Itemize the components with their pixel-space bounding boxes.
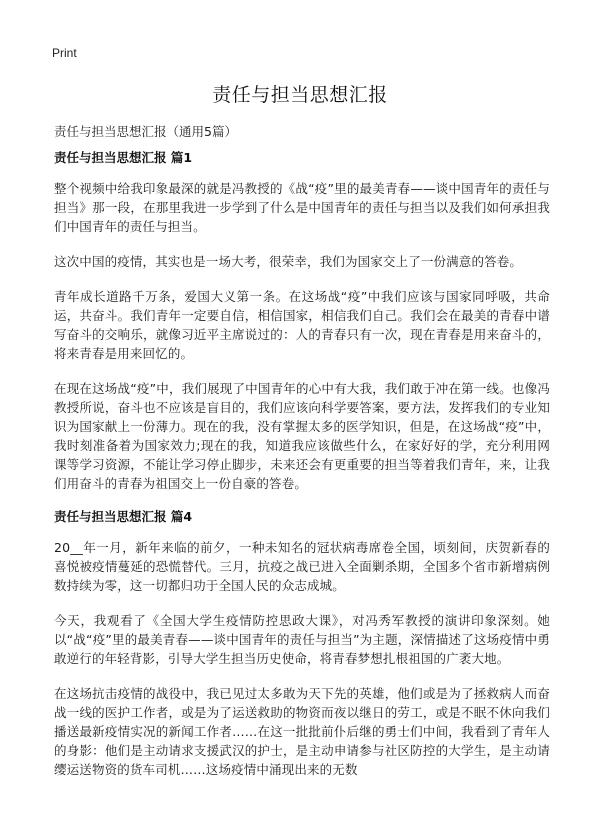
paragraph: 在这场抗击疫情的战役中，我已见过太多敢为天下先的英雄，他们或是为了拯救病人而奋战一线的医护工作者，或是为了运送救助的物资而夜以继日的劳工，或是不眠不休向我们播送最新疫情实况的新闻工作者……在这一批批前仆后继的勇士们中间，我看到了青年人的身影：他们是主动请求支援武汉的护士，是主动申请参与社区防控的大学生，是主动请缨运送物资的货车司机……这场疫情中涌现出来的无数 xyxy=(54,686,550,777)
paragraph: 今天，我观看了《全国大学生疫情防控思政大课》，对冯秀军教授的演讲印象深刻。她以“战“疫”里的最美青春——谈中国青年的责任与担当”为主题，深情描述了这场疫情中勇敢逆行的年轻背影，引导大学生担当历史使命，将青春梦想扎根祖国的广袤大地。 xyxy=(54,613,550,666)
section-4 xyxy=(54,509,550,779)
paragraph: 青年成长道路千万条，爱国大义第一条。在这场战“疫”中我们应该与国家同呼吸，共命运，共奋斗。我们青年一定要自信，相信国家，相信我们自己。我们会在最美的青春中谱写奋斗的交响乐，就像习近平主席说过的：人的青春只有一次，现在青春是用来奋斗的，将来青春是用来回忆的。 xyxy=(54,289,550,361)
section-1 xyxy=(54,150,550,493)
print-label[interactable]: Print xyxy=(52,46,77,60)
paragraph: 20__年一月，新年来临的前夕，一种未知名的冠状病毒席卷全国，顷刻间，庆贺新春的喜悦被疫情蔓延的恐慌替代。三月，抗疫之战已进入全面剿杀期，全国多个省市新增病例数持续为零，这一切都归功于全国人民的众志成城。 xyxy=(54,540,550,593)
document-body xyxy=(54,150,550,795)
section-heading: 责任与担当思想汇报 篇1 xyxy=(54,150,193,165)
page-title: 责任与担当思想汇报 xyxy=(212,84,388,106)
paragraph: 在现在这场战“疫”中，我们展现了中国青年的心中有大我，我们敢于冲在第一线。也像冯教授所说，奋斗也不应该是盲目的，我们应该向科学要答案，要方法，发挥我们的专业知识为国家献上一份薄力。现在的我，没有掌握太多的医学知识，但是，在这场战“疫”中，我时刻准备着为国家效力;现在的我，知道我应该做些什么，在家好好的学，充分利用网课等学习资源，不能让学习停止脚步，未来还会有更重要的担当等着我们青年，来，让我们用奋斗的青春为祖国交上一份自豪的答卷。 xyxy=(54,381,550,491)
document-subtitle: 责任与担当思想汇报（通用5篇） xyxy=(54,124,237,139)
paragraph: 这次中国的疫情，其实也是一场大考，很荣幸，我们为国家交上了一份满意的答卷。 xyxy=(54,254,523,269)
paragraph: 整个视频中给我印象最深的就是冯教授的《战“疫”里的最美青春——谈中国青年的责任与担当》那一段，在那里我进一步学到了什么是中国青年的责任与担当以及我们如何承担我们中国青年的责任与担当。 xyxy=(54,181,550,234)
section-heading: 责任与担当思想汇报 篇4 xyxy=(54,509,193,524)
